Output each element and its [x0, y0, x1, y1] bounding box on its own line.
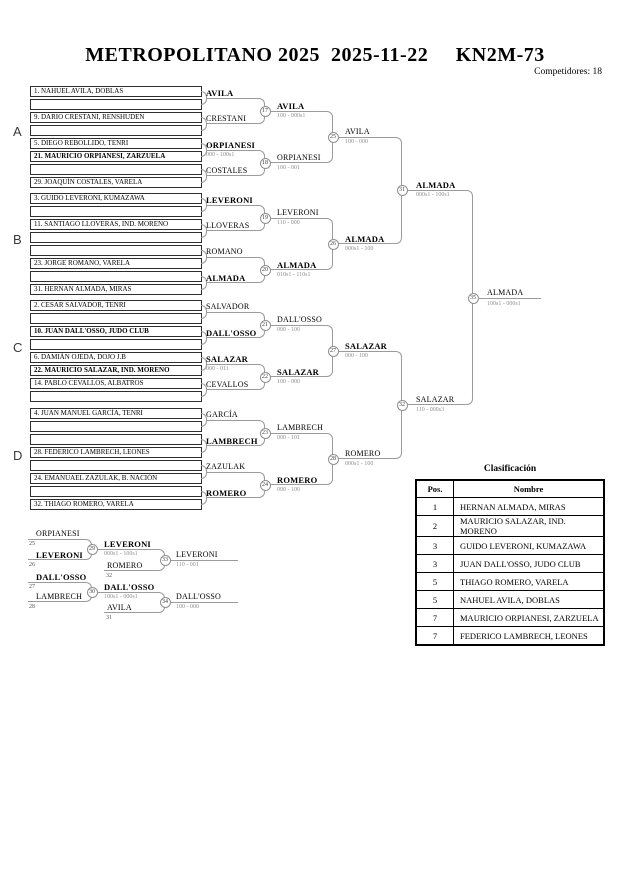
entry-box: 31. HERNAN ALMADA, MIRAS	[30, 284, 202, 295]
entry-box: 10. JUAN DALL'OSSO, JUDO CLUB	[30, 326, 202, 337]
winner-label: LEVERONI	[176, 550, 218, 559]
entry-box: 22. MAURICIO SALAZAR, IND. MORENO	[30, 365, 202, 376]
classification-header-name: Nombre	[454, 480, 605, 498]
bracket-line	[28, 539, 92, 549]
section-label-a: A	[13, 124, 22, 139]
winner-label: AVILA	[206, 88, 234, 98]
name-cell: HERNAN ALMADA, MIRAS	[454, 498, 605, 516]
match-score: 100 - 000	[345, 139, 368, 145]
winner-label: GARCÍA	[206, 410, 238, 419]
match-score: 110 - 000	[277, 220, 300, 226]
match-score: 100s1 - 000s1	[487, 301, 521, 307]
match-score: 000 - 100	[345, 353, 368, 359]
winner-label: LAMBRECH	[277, 423, 324, 432]
position-cell: 3	[416, 555, 454, 573]
entry-box	[30, 99, 202, 110]
classification-header-row	[416, 480, 604, 498]
match-number-badge: 21	[260, 320, 271, 331]
competitors-count: Competidores: 18	[534, 67, 602, 77]
match-number-badge: 29	[87, 544, 98, 555]
position-cell: 2	[416, 516, 454, 537]
winner-label: SALAZAR	[206, 354, 249, 364]
winner-label: LEVERONI	[277, 208, 319, 217]
match-number-badge: 35	[468, 293, 479, 304]
winner-label: SALAZAR	[277, 367, 320, 377]
match-number-badge: 28	[328, 454, 339, 465]
winner-label: ZAZULAK	[206, 462, 246, 471]
position-cell: 5	[416, 591, 454, 609]
name-cell: MAURICIO ORPIANESI, ZARZUELA	[454, 609, 605, 627]
match-number-badge: 22	[260, 372, 271, 383]
match-number-badge: 25	[328, 132, 339, 143]
pair-connector	[201, 338, 207, 345]
bracket-line	[207, 257, 265, 270]
match-number-badge: 34	[160, 597, 171, 608]
position-cell: 5	[416, 573, 454, 591]
winner-label: ROMERO	[206, 488, 247, 498]
name-cell: MAURICIO SALAZAR, IND. MORENO	[454, 516, 605, 537]
match-score: 000 - 100	[277, 327, 300, 333]
pair-connector	[201, 390, 207, 397]
entry-box: 28. FEDERICO LAMBRECH, LEONES	[30, 447, 202, 458]
winner-label: AVILA	[107, 603, 132, 612]
section-label-c: C	[13, 340, 23, 355]
match-score: 000s1 - 100	[345, 461, 374, 467]
winner-label: DALL'OSSO	[206, 328, 257, 338]
entry-box: 6. DAMIÁN OJEDA, DOJO J.B	[30, 352, 202, 363]
pair-connector	[201, 283, 207, 290]
winner-label: AVILA	[277, 101, 305, 111]
entry-box	[30, 339, 202, 350]
entry-box: 9. DARIO CRESTANI, RENSHUDEN	[30, 112, 202, 123]
match-number-badge: 31	[397, 185, 408, 196]
pair-connector	[201, 124, 207, 131]
entry-box: 1. NAHUEL AVILA, DOBLAS	[30, 86, 202, 97]
winner-label: SALAZAR	[416, 395, 455, 404]
match-number-badge: 18	[260, 158, 271, 169]
match-number-badge: 26	[328, 239, 339, 250]
repechage-seed-number: 26	[29, 562, 35, 568]
match-number-badge: 23	[260, 428, 271, 439]
winner-label: ALMADA	[345, 234, 385, 244]
name-cell: FEDERICO LAMBRECH, LEONES	[454, 627, 605, 646]
pair-connector	[201, 446, 207, 453]
winner-label: DALL'OSSO	[36, 572, 87, 582]
entry-box	[30, 232, 202, 243]
repechage-seed-number: 27	[29, 584, 35, 590]
winner-label: LAMBRECH	[206, 436, 258, 446]
winner-label: COSTALES	[206, 166, 248, 175]
table-row	[416, 591, 604, 609]
match-score: 100 - 000	[176, 604, 199, 610]
section-label-d: D	[13, 448, 23, 463]
champion-line	[473, 298, 541, 300]
winner-label: LEVERONI	[206, 195, 253, 205]
winner-label: ALMADA	[277, 260, 317, 270]
winner-label: LLOVERAS	[206, 221, 250, 230]
bracket-line	[207, 98, 265, 111]
position-cell: 7	[416, 609, 454, 627]
winner-label: ORPIANESI	[36, 529, 80, 538]
entry-box	[30, 313, 202, 324]
table-row	[416, 555, 604, 573]
winner-label: ROMERO	[277, 475, 318, 485]
bracket-line	[207, 472, 265, 485]
bracket-line	[402, 298, 473, 405]
repechage-seed-number: 25	[29, 541, 35, 547]
entry-box: 29. JOAQUÍN COSTALES, VARELA	[30, 177, 202, 188]
entry-box: 24. EMANUAEL ZAZULAK, B. NACIÓN	[30, 473, 202, 484]
name-cell: NAHUEL AVILA, DOBLAS	[454, 591, 605, 609]
winner-label: ROMERO	[345, 449, 381, 458]
match-score: 000 - 101	[277, 435, 300, 441]
match-score: 100 - 000	[277, 379, 300, 385]
match-number-badge: 32	[397, 400, 408, 411]
match-score: 010s1 - 110s1	[277, 272, 311, 278]
entry-box	[30, 391, 202, 402]
winner-label: ROMERO	[107, 561, 143, 570]
entry-box	[30, 206, 202, 217]
match-number-badge: 24	[260, 480, 271, 491]
winner-label: ORPIANESI	[277, 153, 321, 162]
entry-box: 2. CESAR SALVADOR, TENRI	[30, 300, 202, 311]
bracket-line	[207, 420, 265, 433]
match-number-badge: 19	[260, 213, 271, 224]
entry-box	[30, 245, 202, 256]
position-cell: 3	[416, 537, 454, 555]
repechage-seed-number: 28	[29, 604, 35, 610]
winner-label: DALL'OSSO	[277, 315, 323, 324]
entry-box	[30, 486, 202, 497]
match-score: 110 - 000s3	[416, 407, 445, 413]
entry-box: 11. SANTIAGO LLOVERAS, IND. MORENO	[30, 219, 202, 230]
entry-box: 14. PABLO CEVALLOS, ALBATROS	[30, 378, 202, 389]
match-score: 000s1 - 100	[345, 246, 374, 252]
bracket-line	[207, 205, 265, 218]
winner-label: CRESTANI	[206, 114, 247, 123]
bracket-line	[28, 582, 92, 592]
match-score: 100s1 - 000s1	[104, 594, 138, 600]
pair-connector	[201, 231, 207, 238]
section-label-b: B	[13, 232, 22, 247]
entry-box	[30, 460, 202, 471]
winner-label: CEVALLOS	[206, 380, 249, 389]
position-cell: 7	[416, 627, 454, 646]
winner-label: LEVERONI	[36, 550, 83, 560]
winner-label: ALMADA	[416, 180, 456, 190]
table-row	[416, 516, 604, 537]
winner-label: ALMADA	[206, 273, 246, 283]
table-row	[416, 498, 604, 516]
winner-label: DALL'OSSO	[176, 592, 222, 601]
match-number-badge: 27	[328, 346, 339, 357]
winner-label: SALVADOR	[206, 302, 250, 311]
entry-box	[30, 421, 202, 432]
match-score: 000 - 100s1	[206, 152, 235, 158]
entry-box	[30, 164, 202, 175]
winner-label: AVILA	[345, 127, 370, 136]
entry-box: 4. JUAN MANUEL GARCÍA, TENRI	[30, 408, 202, 419]
bracket-line	[402, 190, 473, 298]
entry-box: 32. THIAGO ROMERO, VARELA	[30, 499, 202, 510]
name-cell: GUIDO LEVERONI, KUMAZAWA	[454, 537, 605, 555]
pair-connector	[201, 176, 207, 183]
entry-box: 3. GUIDO LEVERONI, KUMAZAWA	[30, 193, 202, 204]
entry-box	[30, 271, 202, 282]
match-score: 000s1 - 100s1	[416, 192, 450, 198]
winner-label: ALMADA	[487, 288, 524, 297]
position-cell: 1	[416, 498, 454, 516]
match-number-badge: 33	[160, 555, 171, 566]
winner-label: SALAZAR	[345, 341, 388, 351]
winner-label: ORPIANESI	[206, 140, 256, 150]
match-score: 000 - 011	[206, 366, 229, 372]
page-title: METROPOLITANO 2025 2025-11-22 KN2M-73	[85, 44, 545, 66]
match-number-badge: 20	[260, 265, 271, 276]
match-score: 000s1 - 100s1	[104, 551, 138, 557]
entry-box: 21. MAURICIO ORPIANESI, ZARZUELA	[30, 151, 202, 162]
entry-box	[30, 434, 202, 445]
match-number-badge: 30	[87, 587, 98, 598]
match-number-badge: 17	[260, 106, 271, 117]
name-cell: JUAN DALL'OSSO, JUDO CLUB	[454, 555, 605, 573]
winner-label: ROMANO	[206, 247, 243, 256]
match-score: 000 - 100	[277, 487, 300, 493]
table-row	[416, 573, 604, 591]
match-score: 100 - 000s1	[277, 113, 306, 119]
classification-table	[415, 479, 605, 646]
classification-title: Clasificación	[483, 464, 537, 474]
bracket-line	[207, 312, 265, 325]
match-score: 100 - 001	[277, 165, 300, 171]
entry-box: 5. DIEGO REBOLLIDO, TENRI	[30, 138, 202, 149]
table-row	[416, 609, 604, 627]
winner-label: LEVERONI	[104, 539, 151, 549]
table-row	[416, 627, 604, 646]
classification-header-pos: Pos.	[416, 480, 454, 498]
entry-box	[30, 125, 202, 136]
winner-label: LAMBRECH	[36, 592, 83, 601]
repechage-seed-number: 32	[106, 573, 112, 579]
pair-connector	[201, 498, 207, 505]
entry-box: 23. JORGE ROMANO, VARELA	[30, 258, 202, 269]
table-row	[416, 537, 604, 555]
name-cell: THIAGO ROMERO, VARELA	[454, 573, 605, 591]
match-score: 110 - 001	[176, 562, 199, 568]
winner-label: DALL'OSSO	[104, 582, 155, 592]
repechage-seed-number: 31	[106, 615, 112, 621]
